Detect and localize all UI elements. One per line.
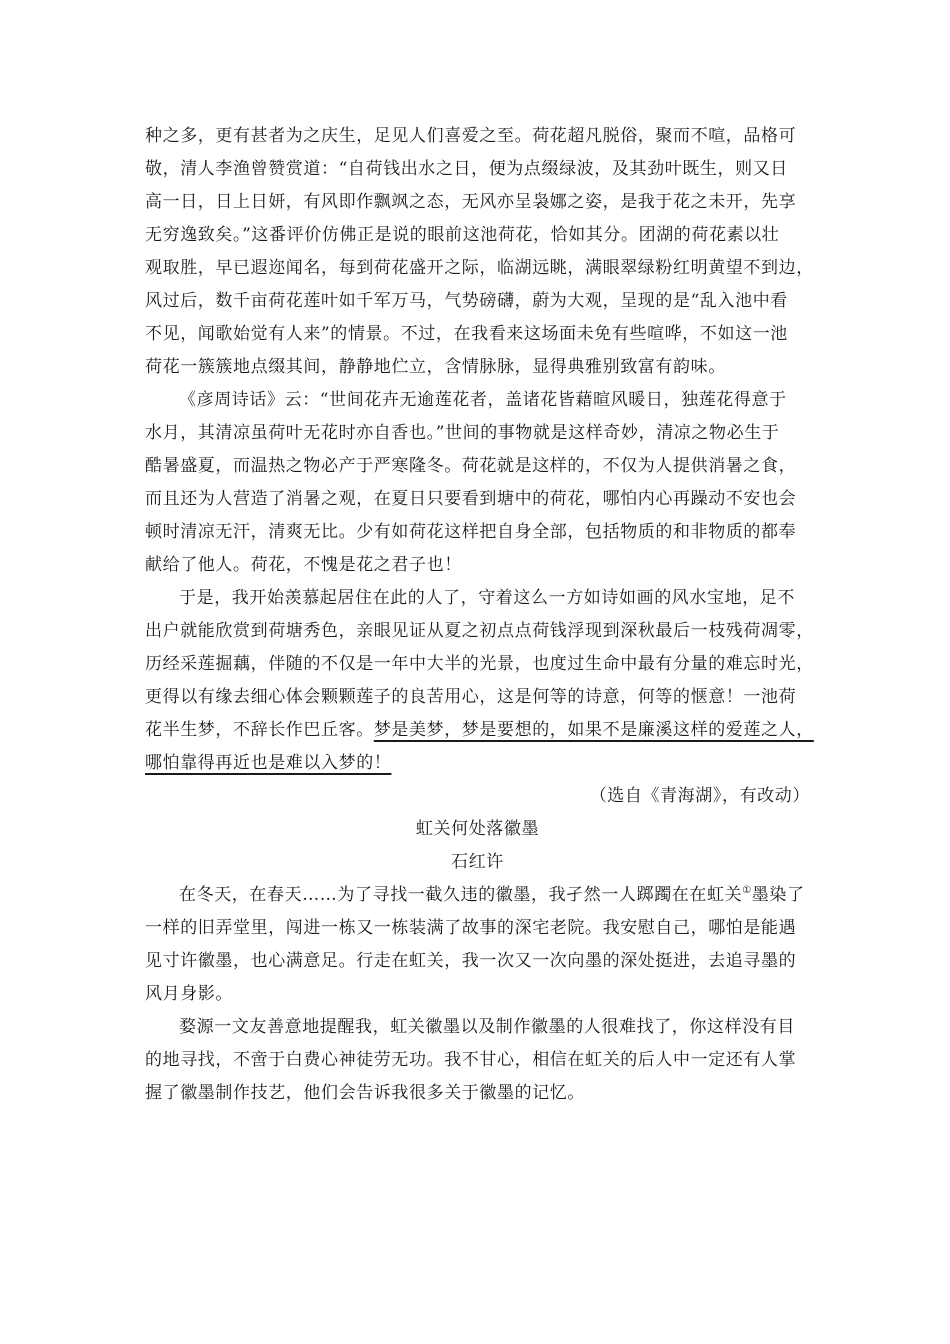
text-line: 《彦周诗话》云：“世间花卉无逾莲花者，盖诸花皆藉暄风暖日，独莲花得意于 <box>179 390 787 410</box>
essay1-paragraph-1 <box>145 120 814 384</box>
text-segment: 花半生梦，不辞长作巴丘客。 <box>145 720 374 740</box>
text-line: 更得以有缘去细心体会颗颗莲子的良苦用心，这是何等的诗意，何等的惬意！一池荷 <box>145 687 797 707</box>
text-line: 一样的旧弄堂里，闯进一栋又一栋装满了故事的深宅老院。我安慰自己，哪怕是能遇 <box>145 918 797 938</box>
text-line <box>145 714 814 747</box>
essay1-paragraph-2 <box>145 384 810 582</box>
text-line: 的地寻找，不啻于白费心神徒劳无功。我不甘心，相信在虹关的后人中一定还有人掌 <box>145 1050 797 1070</box>
text-line: 酷暑盛夏，而温热之物必产于严寒隆冬。荷花就是这样的，不仅为人提供消暑之食， <box>145 456 797 476</box>
essay1-paragraph-3 <box>145 582 814 780</box>
text-line: 顿时清凉无汗，清爽无比。少有如荷花这样把自身全部，包括物质的和非物质的都奉 <box>145 522 797 542</box>
text-line: 于是，我开始羡慕起居住在此的人了，守着这么一方如诗如画的风水宝地，足不 <box>179 588 795 608</box>
text-line: 荷花一簇簇地点缀其间，静静地伫立，含情脉脉，显得典雅别致富有韵味。 <box>145 357 726 377</box>
text-line: 见寸许徽墨，也心满意足。行走在虹关，我一次又一次向墨的深处挺进，去追寻墨的 <box>145 951 797 971</box>
essay2-paragraph-2 <box>145 1011 810 1110</box>
text-line: 水月，其清凉虽荷叶无花时亦自香也。”世间的事物就是这样奇妙，清凉之物必生于 <box>145 423 780 443</box>
footnote-marker: ① <box>742 885 752 896</box>
text-line: 敬，清人李渔曾赞赏道：“自荷钱出水之日，便为点缀绿波，及其劲叶既生，则又日 <box>145 159 788 179</box>
underlined-sentence: 梦是美梦，梦是要想的，如果不是廉溪这样的爱莲之人， <box>373 720 814 740</box>
text-line: 风过后，数千亩荷花莲叶如千军万马，气势磅礴，蔚为大观，呈现的是“乱入池中看 <box>145 291 788 311</box>
essay2-author: 石红许 <box>451 852 504 872</box>
text-line: 种之多，更有甚者为之庆生，足见人们喜爱之至。荷花超凡脱俗，聚而不喧，品格可 <box>145 126 797 146</box>
text-line: 高一日，日上日妍，有风即作飘飒之态，无风亦呈袅娜之姿，是我于花之未开，先享 <box>145 192 797 212</box>
text-line: 观取胜，早已遐迩闻名，每到荷花盛开之际，临湖远眺，满眼翠绿粉红明黄望不到边， <box>145 258 814 278</box>
text-line: 出户就能欣赏到荷塘秀色，亲眼见证从夏之初点点荷钱浮现到深秋最后一枝残荷凋零， <box>145 621 814 641</box>
text-line: 风月身影。 <box>145 984 233 1004</box>
text-line: 握了徽墨制作技艺，他们会告诉我很多关于徽墨的记忆。 <box>145 1083 585 1103</box>
text-line: 而且还为人营造了消暑之观，在夏日只要看到塘中的荷花，哪怕内心再躁动不安也会 <box>145 489 797 509</box>
text-segment: 在冬天，在春天……为了寻找一截久违的徽墨，我孑然一人踯躅在在虹关 <box>179 885 743 905</box>
underlined-sentence: 哪怕靠得再近也是难以入梦的！ <box>145 753 392 773</box>
source-attribution: （选自《青海湖》，有改动） <box>589 786 810 806</box>
document-page <box>145 120 814 1110</box>
text-line: 献给了他人。荷花，不愧是花之君子也！ <box>145 555 462 575</box>
text-line: 不见，闻歌始觉有人来”的情景。不过，在我看来这场面未免有些喧哗，不如这一池 <box>145 324 788 344</box>
text-line <box>145 747 810 780</box>
text-line: 历经采莲掘藕，伴随的不仅是一年中大半的光景，也度过生命中最有分量的难忘时光， <box>145 654 814 674</box>
essay2-paragraph-1 <box>145 879 810 1011</box>
essay2-title: 虹关何处落徽墨 <box>415 819 540 839</box>
text-line: 婺源一文友善意地提醒我，虹关徽墨以及制作徽墨的人很难找了，你这样没有目 <box>179 1017 795 1037</box>
text-line: 无穷逸致矣。”这番评价仿佛正是说的眼前这池荷花，恰如其分。团湖的荷花素以壮 <box>145 225 780 245</box>
text-segment: 墨染了 <box>751 885 805 905</box>
text-line <box>145 879 810 912</box>
